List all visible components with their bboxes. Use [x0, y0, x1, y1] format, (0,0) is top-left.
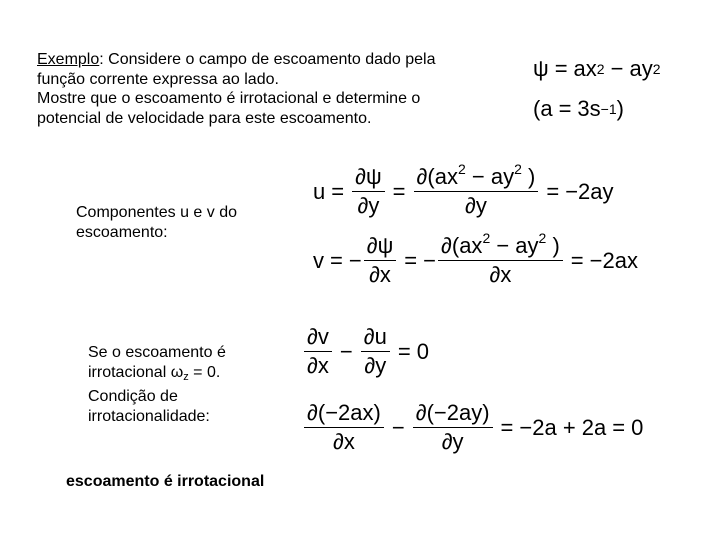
fraction-dv-dx	[304, 324, 332, 379]
minus-sign: −	[423, 247, 436, 273]
psi-symbol: ψ	[533, 56, 549, 81]
intro-line-2: função corrente expressa ao lado.	[37, 70, 279, 88]
intro-paragraph	[37, 50, 507, 128]
irrotational-label-line-2	[88, 363, 226, 388]
numerator	[414, 161, 539, 192]
equals-sign: =	[330, 247, 343, 273]
irrotational-substitution-equation	[302, 400, 643, 455]
num-part: − ay	[465, 164, 515, 189]
equals-sign: =	[404, 247, 418, 273]
equals-sign: =	[397, 338, 411, 364]
intro-text-1: Considere o campo de escoamento dado pela	[103, 51, 436, 68]
omega-symbol: ω	[170, 363, 184, 381]
fraction-derivative	[414, 161, 539, 219]
denominator: ∂y	[357, 193, 380, 218]
numerator: ∂v	[304, 324, 332, 352]
u-symbol: u	[313, 178, 326, 204]
denominator: ∂x	[307, 353, 329, 378]
num-part: ∂(ax	[441, 233, 483, 258]
intro-line-1	[37, 50, 507, 70]
equals-sign: =	[392, 178, 406, 204]
intro-line-4: potencial de velocidade para este escoamento.	[37, 109, 372, 127]
denominator: ∂x	[369, 262, 391, 287]
denominator: ∂x	[332, 429, 355, 454]
const-close: )	[616, 96, 624, 121]
num-part: )	[546, 233, 560, 258]
zero: 0	[631, 414, 644, 440]
exponent: 2	[538, 230, 547, 246]
equals-sign: =	[558, 96, 572, 121]
term-ax: ax	[573, 56, 597, 81]
v-equation	[313, 230, 638, 288]
example-word: Exemplo	[37, 51, 100, 68]
numerator: ∂(−2ay)	[413, 400, 493, 428]
equals-sign: =	[570, 247, 584, 273]
exponent: 2	[514, 161, 522, 177]
numerator: ∂(−2ax)	[304, 400, 384, 428]
conclusion-text: escoamento é irrotacional	[66, 473, 265, 490]
numerator: ∂u	[361, 324, 390, 352]
u-equation	[313, 161, 614, 219]
constant-equation: (a = 3s −1 )	[533, 96, 624, 121]
equals-sign: =	[546, 178, 560, 204]
v-result: −2ax	[589, 247, 638, 273]
num-part: − ay	[490, 233, 539, 258]
u-result: −2ay	[565, 178, 614, 204]
stream-function-equation: ψ = ax 2 − ay 2	[533, 56, 661, 81]
numerator: ∂ψ	[352, 164, 385, 192]
denominator: ∂y	[464, 193, 487, 218]
numerator: ∂ψ	[364, 233, 397, 261]
num-part: )	[521, 164, 536, 189]
equals-sign: =	[554, 56, 568, 81]
const-open: (a	[533, 96, 553, 121]
irrotational-label-line-4: irrotacionalidade:	[88, 407, 210, 425]
label-part: irrotacional	[88, 363, 171, 381]
minus-sign: −	[348, 247, 362, 273]
example-colon: :	[99, 51, 104, 68]
denominator: ∂y	[441, 429, 464, 454]
fraction-derivative	[438, 230, 563, 288]
exponent: 2	[457, 161, 466, 177]
irrotational-label-line-1: Se o escoamento é	[88, 344, 226, 361]
components-label-line-1: Componentes u e v do	[76, 204, 237, 221]
intro-line-3: Mostre que o escoamento é irrotacional e determine o	[37, 90, 421, 107]
label-part: = 0.	[188, 363, 221, 381]
minus-sign: −	[339, 338, 353, 364]
denominator: ∂y	[364, 353, 387, 378]
num-part: ∂(ax	[416, 164, 458, 189]
equals-sign: =	[612, 414, 626, 440]
fraction-dpsi-dy	[352, 164, 385, 219]
components-label	[76, 203, 237, 242]
const-value: 3s	[577, 96, 601, 121]
middle-expression: −2a + 2a	[519, 414, 607, 440]
components-label-line-2: escoamento:	[76, 223, 168, 241]
minus-sign: −	[391, 414, 405, 440]
fraction-d-neg2ay-dy	[413, 400, 493, 455]
fraction-d-neg2ax-dx	[304, 400, 384, 455]
irrotational-label	[88, 343, 226, 426]
denominator: ∂x	[489, 262, 512, 287]
equals-sign: =	[331, 178, 345, 204]
fraction-dpsi-dx	[364, 233, 397, 288]
irrotational-label-line-3: Condição de	[88, 388, 178, 405]
fraction-du-dy	[361, 324, 390, 379]
v-symbol: v	[313, 247, 324, 273]
exponent: 2	[482, 230, 491, 246]
irrotational-condition-equation	[302, 324, 429, 379]
term-ay: ay	[629, 56, 653, 81]
omega-subscript: z	[183, 370, 189, 383]
equals-sign: =	[500, 414, 514, 440]
minus-sign: −	[610, 56, 624, 81]
numerator	[438, 230, 563, 261]
zero: 0	[416, 338, 429, 364]
